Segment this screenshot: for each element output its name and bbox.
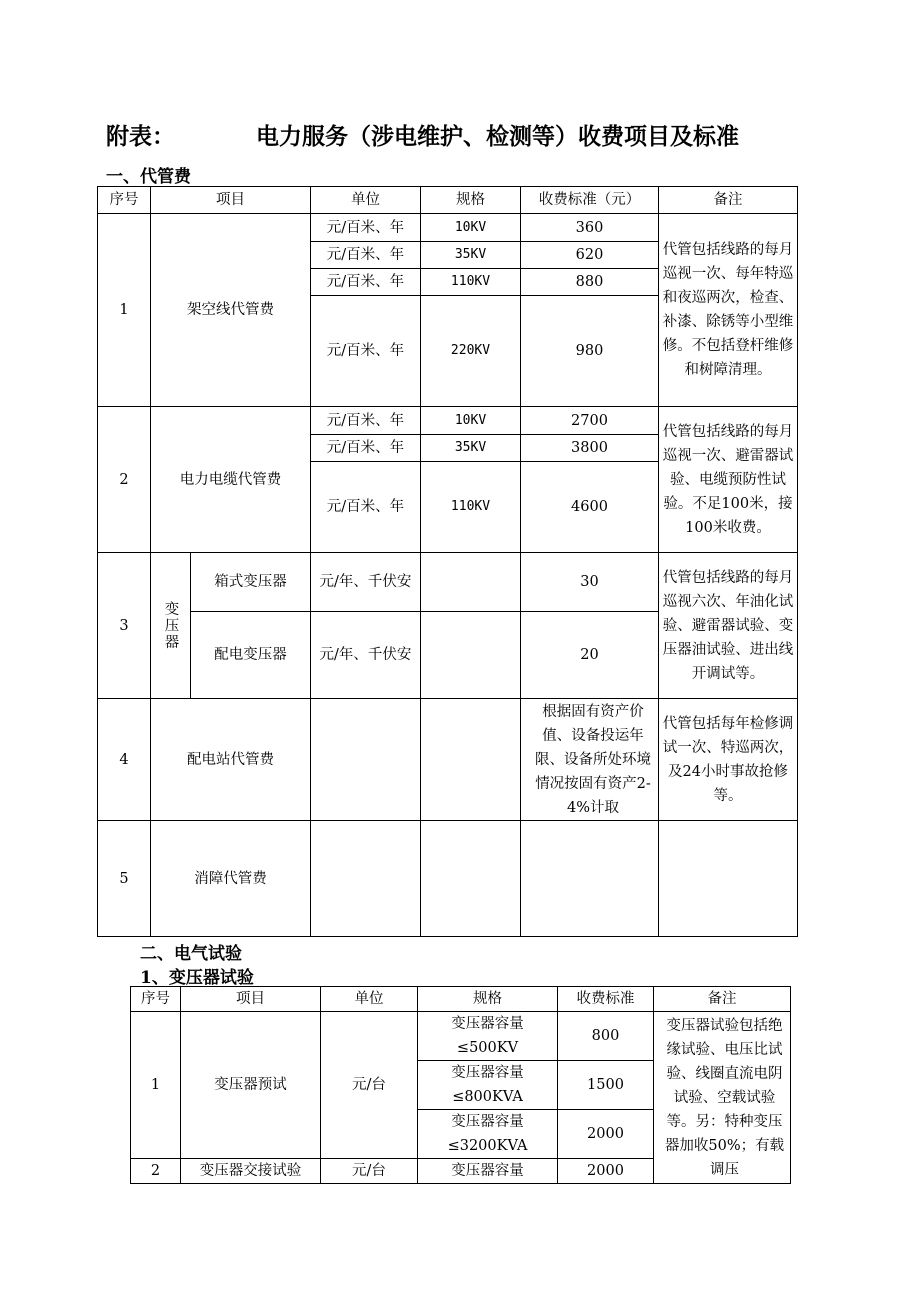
fee-cell: 20 — [521, 612, 659, 699]
spec-cell: 10KV — [421, 407, 521, 435]
header-cell: 单位 — [321, 987, 418, 1012]
transformer-group-label: 变压器 — [151, 553, 191, 699]
fee-cell — [521, 821, 659, 937]
note-cell: 代管包括每年检修调试一次、特巡两次，及24小时事故抢修等。 — [659, 699, 798, 821]
fee-cell: 880 — [521, 269, 659, 296]
unit-cell — [311, 821, 421, 937]
item-name: 消障代管费 — [151, 821, 311, 937]
note-cell: 代管包括线路的每月巡视六次、年油化试验、避雷器试验、变压器油试验、进出线开调试等。 — [659, 553, 798, 699]
header-cell: 规格 — [418, 987, 558, 1012]
header-cell: 备注 — [659, 187, 798, 214]
spec-cell: 变压器容量≤500KV — [418, 1012, 558, 1061]
header-cell: 项目 — [151, 187, 311, 214]
header-cell: 收费标准（元） — [521, 187, 659, 214]
spec-cell: 110KV — [421, 462, 521, 553]
row-number: 2 — [131, 1159, 181, 1184]
fee-cell: 4600 — [521, 462, 659, 553]
unit-cell: 元/年、千伏安 — [311, 612, 421, 699]
spec-cell: 110KV — [421, 269, 521, 296]
row-number: 5 — [98, 821, 151, 937]
item-name: 配电变压器 — [191, 612, 311, 699]
row-number: 3 — [98, 553, 151, 699]
unit-cell: 元/百米、年 — [311, 407, 421, 435]
fee-cell: 980 — [521, 296, 659, 407]
section1-heading: 一、代管费 — [106, 167, 191, 187]
unit-cell — [311, 699, 421, 821]
item-name: 配电站代管费 — [151, 699, 311, 821]
header-cell: 序号 — [131, 987, 181, 1012]
header-cell: 规格 — [421, 187, 521, 214]
item-name: 变压器预试 — [181, 1012, 321, 1159]
table-row — [98, 553, 798, 612]
header-cell: 单位 — [311, 187, 421, 214]
table-header — [98, 187, 798, 214]
spec-cell — [421, 699, 521, 821]
table-row — [98, 407, 798, 435]
spec-cell — [421, 553, 521, 612]
unit-cell: 元/百米、年 — [311, 269, 421, 296]
unit-cell: 元/百米、年 — [311, 242, 421, 269]
note-cell: 代管包括线路的每月巡视一次、每年特巡和夜巡两次，检查、补漆、除锈等小型维修。不包括登杆维修和树障清理。 — [659, 214, 798, 407]
section2-heading: 二、电气试验 — [140, 944, 242, 964]
spec-cell: 10KV — [421, 214, 521, 242]
page-title — [106, 118, 806, 151]
fee-cell: 30 — [521, 553, 659, 612]
table-row — [98, 821, 798, 937]
table-row — [98, 699, 798, 821]
table-row — [131, 1012, 791, 1061]
unit-cell: 元/台 — [321, 1159, 418, 1184]
unit-cell: 元/百米、年 — [311, 462, 421, 553]
fee-cell: 根据固有资产价值、设备投运年限、设备所处环境情况按固有资产2-4%计取 — [521, 699, 659, 821]
fee-cell: 2700 — [521, 407, 659, 435]
unit-cell: 元/百米、年 — [311, 296, 421, 407]
header-cell: 序号 — [98, 187, 151, 214]
item-name: 架空线代管费 — [151, 214, 311, 407]
header-cell: 备注 — [654, 987, 791, 1012]
title-main: 电力服务（涉电维护、检测等）收费项目及标准 — [256, 123, 739, 150]
note-cell: 代管包括线路的每月巡视一次、避雷器试验、电缆预防性试验。不足100米，接100米收费。 — [659, 407, 798, 553]
spec-cell: 35KV — [421, 435, 521, 462]
transformer-test-table — [130, 986, 791, 1184]
note-cell: 变压器试验包括绝缘试验、电压比试验、线圈直流电阴试验、空载试验等。另：特种变压器加收50%；有载调压 — [654, 1012, 791, 1184]
management-fee-table — [97, 186, 798, 937]
item-name: 电力电缆代管费 — [151, 407, 311, 553]
spec-cell — [421, 821, 521, 937]
unit-cell: 元/百米、年 — [311, 214, 421, 242]
unit-cell: 元/台 — [321, 1012, 418, 1159]
title-prefix: 附表： — [106, 123, 175, 150]
spec-cell: 变压器容量≤3200KVA — [418, 1110, 558, 1159]
table-header — [131, 987, 791, 1012]
spec-cell: 变压器容量 — [418, 1159, 558, 1184]
note-cell — [659, 821, 798, 937]
spec-cell: 220KV — [421, 296, 521, 407]
fee-cell: 800 — [558, 1012, 654, 1061]
spec-cell: 变压器容量≤800KVA — [418, 1061, 558, 1110]
row-number: 1 — [98, 214, 151, 407]
row-number: 4 — [98, 699, 151, 821]
spec-cell — [421, 612, 521, 699]
item-name: 变压器交接试验 — [181, 1159, 321, 1184]
item-name: 箱式变压器 — [191, 553, 311, 612]
fee-cell: 360 — [521, 214, 659, 242]
header-cell: 收费标准 — [558, 987, 654, 1012]
fee-cell: 2000 — [558, 1110, 654, 1159]
spec-cell: 35KV — [421, 242, 521, 269]
unit-cell: 元/百米、年 — [311, 435, 421, 462]
row-number: 1 — [131, 1012, 181, 1159]
fee-cell: 2000 — [558, 1159, 654, 1184]
fee-cell: 1500 — [558, 1061, 654, 1110]
header-cell: 项目 — [181, 987, 321, 1012]
fee-cell: 3800 — [521, 435, 659, 462]
fee-cell: 620 — [521, 242, 659, 269]
unit-cell: 元/年、千伏安 — [311, 553, 421, 612]
table-row — [98, 214, 798, 242]
row-number: 2 — [98, 407, 151, 553]
section2-subheading: 1、变压器试验 — [140, 968, 254, 988]
